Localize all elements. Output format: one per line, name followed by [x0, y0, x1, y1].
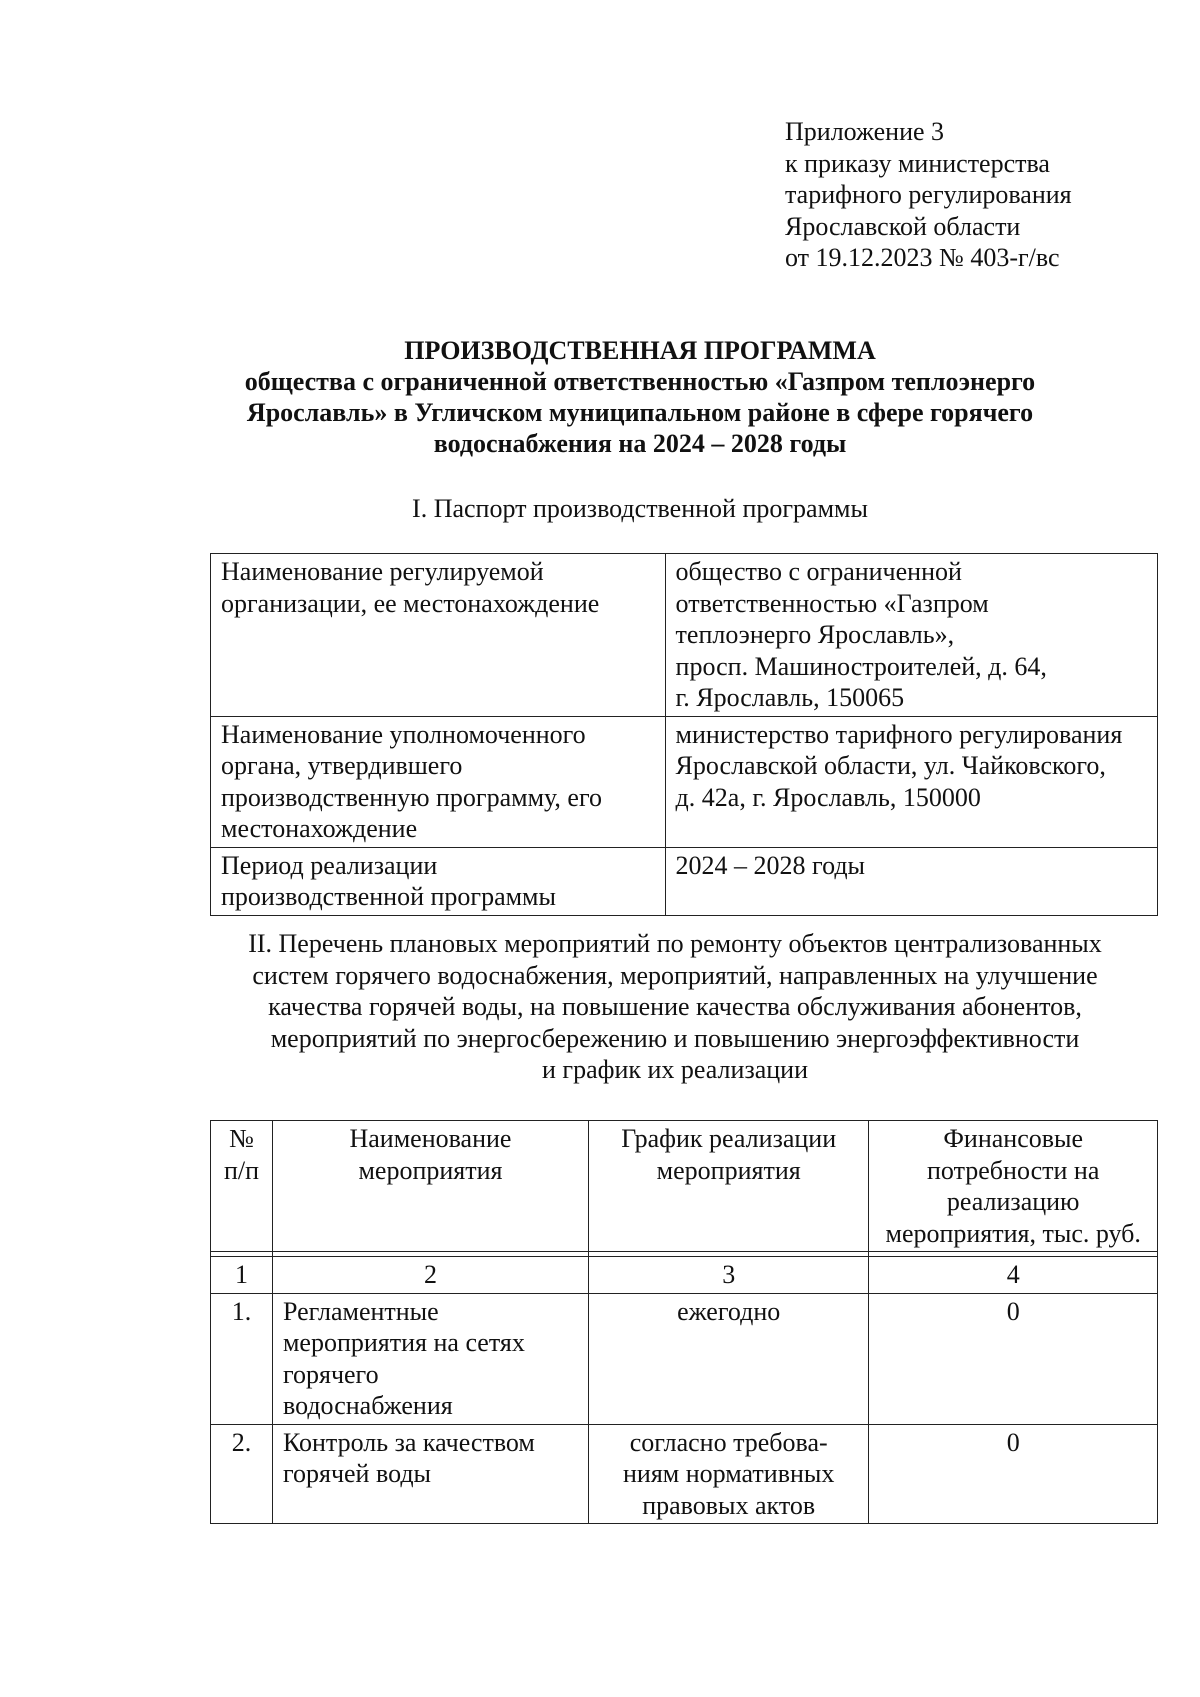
cell-line: Период реализации — [221, 850, 438, 880]
header-cell-schedule — [588, 1121, 868, 1252]
cell-line: Наименование — [349, 1124, 512, 1153]
row-number-cell: 1. — [211, 1293, 273, 1424]
cell-line: теплоэнерго Ярославль», — [675, 620, 955, 649]
header-cell-finance — [869, 1121, 1158, 1252]
cell-line: Финансовые — [943, 1124, 1084, 1153]
table-header-row — [211, 1121, 1158, 1252]
cell-line: организации, ее местонахождение — [221, 588, 600, 618]
cell-line: министерство тарифного регулирования — [675, 719, 1123, 749]
appendix-line: Ярославской области — [785, 211, 1021, 241]
cell-line: Наименование уполномоченного — [221, 719, 586, 749]
cell-line: д. 42а, г. Ярославль, 150000 — [675, 782, 981, 812]
table-row — [211, 847, 1158, 915]
cell-line: водоснабжения — [282, 1391, 453, 1420]
cell-line: потребности на — [927, 1155, 1100, 1185]
cell-line: горячего — [282, 1359, 379, 1389]
cell-line: реализацию — [946, 1187, 1080, 1216]
cell-line: общество с ограниченной — [675, 557, 962, 586]
table-row — [211, 1424, 1158, 1524]
heading-line: систем горячего водоснабжения, мероприятий, направленных на улучшение — [252, 960, 1098, 990]
column-number-cell: 1 — [211, 1257, 273, 1294]
cell-line: Регламентные — [282, 1296, 439, 1326]
events-table — [210, 1120, 1158, 1524]
cell-line: горячей воды — [282, 1459, 432, 1488]
column-number-row — [211, 1257, 1158, 1294]
passport-label-cell — [211, 716, 666, 847]
column-number-cell: 3 — [588, 1257, 868, 1294]
appendix-line: тарифного регулирования — [785, 180, 1072, 209]
cell-line: 2024 – 2028 годы — [675, 850, 866, 880]
cell-line: правовых актов — [642, 1490, 816, 1520]
cell-line: Наименование регулируемой — [221, 557, 544, 586]
cell-line: ежегодно — [677, 1296, 781, 1326]
passport-value-cell — [665, 847, 1157, 915]
title-sub-line: Ярославль» в Угличском муниципальном районе в сфере горячего — [246, 398, 1034, 427]
document-title — [200, 336, 1080, 459]
heading-line: и график их реализации — [542, 1055, 808, 1084]
passport-value-cell — [665, 716, 1157, 847]
table-row — [211, 716, 1158, 847]
passport-value-cell — [665, 554, 1157, 717]
cell-line: Ярославской области, ул. Чайковского, — [675, 751, 1106, 780]
cell-line: согласно требова- — [629, 1427, 828, 1457]
row-name-cell — [272, 1293, 588, 1424]
appendix-note — [785, 116, 1072, 274]
row-name-cell — [272, 1424, 588, 1524]
appendix-line: от 19.12.2023 № 403-г/вс — [785, 243, 1060, 272]
cell-line: просп. Машиностроителей, д. 64, — [675, 651, 1047, 681]
heading-line: мероприятий по энергосбережению и повышению энергоэффективности — [270, 1023, 1080, 1053]
cell-line: мероприятия, тыс. руб. — [885, 1218, 1141, 1248]
row-finance-cell: 0 — [869, 1293, 1158, 1424]
cell-line: мероприятия на сетях — [282, 1328, 525, 1357]
cell-line: г. Ярославль, 150065 — [675, 683, 905, 712]
row-number-cell: 2. — [211, 1424, 273, 1524]
column-number-cell: 4 — [869, 1257, 1158, 1294]
table-row — [211, 1293, 1158, 1424]
cell-line: местонахождение — [221, 814, 418, 843]
cell-line: производственную программу, его — [221, 782, 602, 812]
table-row — [211, 554, 1158, 717]
appendix-line: к приказу министерства — [785, 148, 1050, 178]
row-finance-cell: 0 — [869, 1424, 1158, 1524]
title-main: ПРОИЗВОДСТВЕННАЯ ПРОГРАММА — [404, 336, 876, 365]
heading-line: II. Перечень плановых мероприятий по ремонту объектов централизованных — [248, 929, 1102, 958]
header-cell-num — [211, 1121, 273, 1252]
row-schedule-cell — [588, 1293, 868, 1424]
title-sub-line: общества с ограниченной ответственностью «Газпром теплоэнерго — [244, 367, 1036, 396]
cell-line: производственной программы — [221, 882, 556, 911]
heading-line: качества горячей воды, на повышение качества обслуживания абонентов, — [268, 992, 1082, 1021]
section-1-heading: I. Паспорт производственной программы — [412, 494, 868, 523]
cell-line: ниям нормативных — [623, 1459, 835, 1488]
column-number-cell: 2 — [272, 1257, 588, 1294]
cell-line: Контроль за качеством — [282, 1427, 535, 1457]
header-cell-name — [272, 1121, 588, 1252]
passport-label-cell — [211, 554, 666, 717]
title-sub-line: водоснабжения на 2024 – 2028 годы — [433, 429, 847, 458]
cell-line: органа, утвердившего — [221, 751, 463, 780]
section-2-heading — [180, 928, 1170, 1086]
cell-line: п/п — [223, 1155, 260, 1185]
passport-label-cell — [211, 847, 666, 915]
cell-line: ответственностью «Газпром — [675, 588, 989, 618]
row-schedule-cell — [588, 1424, 868, 1524]
passport-table — [210, 553, 1158, 916]
cell-line: № — [229, 1124, 254, 1153]
cell-line: мероприятия — [656, 1155, 801, 1185]
cell-line: График реализации — [621, 1124, 837, 1153]
appendix-line: Приложение 3 — [785, 117, 945, 146]
cell-line: мероприятия — [358, 1155, 503, 1185]
